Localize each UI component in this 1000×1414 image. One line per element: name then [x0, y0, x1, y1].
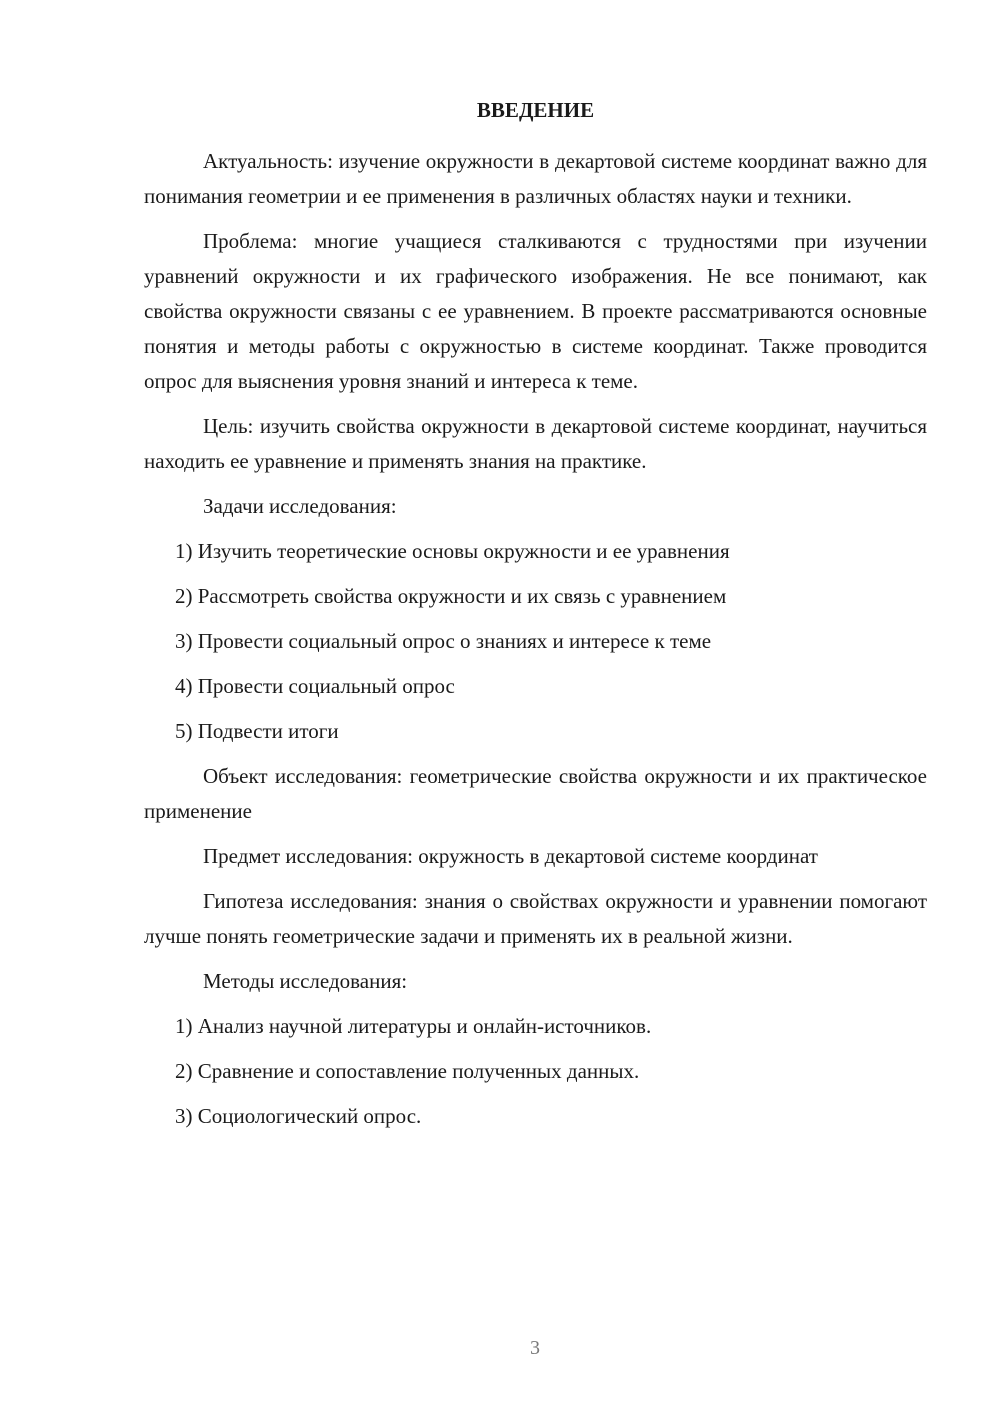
task-item: 5) Подвести итоги — [175, 719, 339, 743]
task-item: 4) Провести социальный опрос — [175, 674, 455, 698]
problem-paragraph: Проблема: многие учащиеся сталкиваются с трудностями при изучении уравнений окружности и их графического изображения. Не все понимают, как свойства окружности связаны с ее уравнением. В проекте рассматриваются основные понятия и методы работы с окружностью в системе координат. Также проводится опрос для выяснения уровня знаний и интереса к теме. — [144, 229, 927, 393]
section-title: ВВЕДЕНИЕ — [476, 98, 595, 122]
object-paragraph: Объект исследования: геометрические свойства окружности и их практическое применение — [144, 764, 927, 823]
method-item: 3) Социологический опрос. — [175, 1104, 422, 1128]
task-item: 1) Изучить теоретические основы окружности и ее уравнения — [175, 539, 730, 563]
method-item: 2) Сравнение и сопоставление полученных данных. — [175, 1059, 640, 1083]
page-number: 3 — [530, 1337, 540, 1359]
task-item: 3) Провести социальный опрос о знаниях и интересе к теме — [175, 629, 712, 653]
subject-paragraph: Предмет исследования: окружность в декартовой системе координат — [203, 844, 818, 868]
task-item: 2) Рассмотреть свойства окружности и их связь с уравнением — [175, 584, 727, 608]
tasks-heading: Задачи исследования: — [203, 494, 397, 518]
methods-heading: Методы исследования: — [203, 969, 408, 993]
page-content — [144, 96, 927, 1144]
hypothesis-paragraph: Гипотеза исследования: знания о свойствах окружности и уравнении помогают лучше понять геометрические задачи и применять их в реальной жизни. — [144, 889, 927, 948]
method-item: 1) Анализ научной литературы и онлайн-источников. — [175, 1014, 652, 1038]
relevance-paragraph: Актуальность: изучение окружности в декартовой системе координат важно для понимания геометрии и ее применения в различных областях науки и техники. — [144, 149, 927, 208]
goal-paragraph: Цель: изучить свойства окружности в декартовой системе координат, научиться находить ее уравнение и применять знания на практике. — [144, 414, 927, 473]
